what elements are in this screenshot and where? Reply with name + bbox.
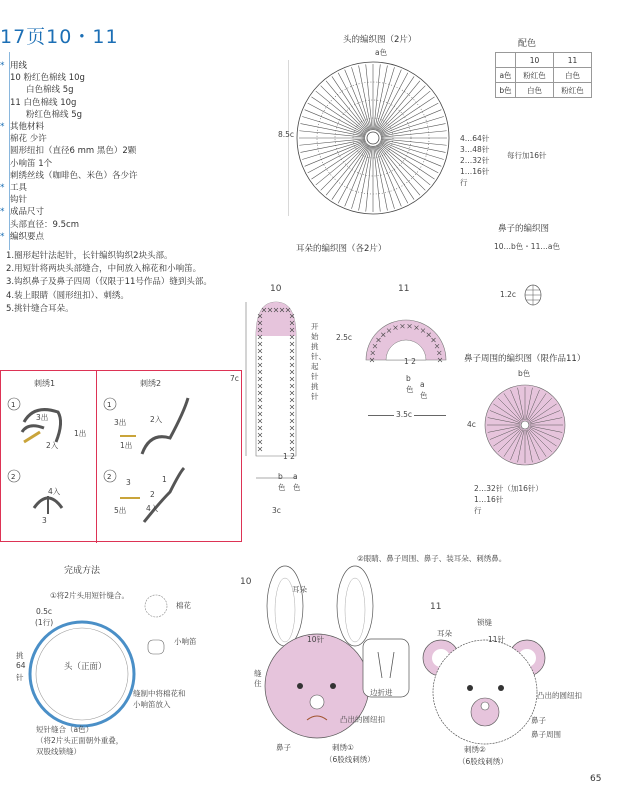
ear-10-width: 3c [272, 506, 281, 515]
snout-chart-size: 4c [467, 420, 476, 429]
materials-list [6, 60, 266, 243]
stitch-2-title: 刺绣2 [140, 379, 162, 388]
step-item: 1.圈形起针法起针，长针编织钩织2块头部。 [6, 251, 173, 261]
bear-emb: 刺绣② [464, 745, 486, 754]
stitch-label: 4入 [48, 487, 61, 496]
stitch-label: 1出 [120, 441, 133, 450]
ear-11-color-a: a [420, 380, 425, 389]
row-label: 4…64针 [460, 134, 490, 143]
bear-nose: 鼻子 [531, 716, 546, 725]
ear-11-label: 11 [398, 284, 410, 294]
ear-11-rows: 1 2 [404, 357, 416, 366]
table-cell: 11 [554, 53, 592, 68]
bear-st11: 11针 [488, 635, 506, 644]
table-cell: 白色 [554, 68, 592, 83]
other-item: 小响笛 1个 [10, 158, 53, 169]
table-cell [496, 53, 516, 68]
table-cell: 粉红色 [516, 68, 554, 83]
color-table-title: 配色 [518, 39, 537, 49]
bunny-sew1: 缝 [254, 669, 262, 678]
table-cell: a色 [496, 68, 516, 83]
nose-chart-size: 1.2c [500, 290, 517, 299]
table-row [496, 68, 592, 83]
head-chart-increase: 每行加16针 [507, 151, 547, 160]
table-cell: 10 [516, 53, 554, 68]
bunny-nose: 鼻子 [276, 743, 291, 752]
finish-pick3: 针 [16, 673, 24, 682]
other-item: 圆形纽扣（直径6 mm 黑色）2颗 [10, 146, 137, 157]
finish-title: 完成方法 [64, 566, 101, 576]
bunny-emb: 刺绣① [332, 743, 354, 752]
row-end-label: 行 [460, 178, 468, 187]
table-row [496, 83, 592, 98]
stitch-label: 3 [42, 516, 47, 525]
stitch-label: 2入 [46, 441, 59, 450]
color-table [495, 52, 592, 98]
snout-chart-color: b色 [518, 369, 531, 378]
nose-chart-colors: 10…b色・11…a色 [494, 242, 560, 251]
svg-text:1: 1 [107, 401, 112, 409]
snout-chart-rows [474, 483, 543, 516]
yarn-11-line2: 粉红色棉线 5g [26, 109, 83, 120]
row-end-label: 行 [474, 506, 482, 515]
ear-color-a: a [293, 472, 298, 481]
bear-ear: 耳朵 [437, 629, 452, 638]
table-cell: 白色 [516, 83, 554, 98]
finish-step2: ②眼睛、鼻子周围、鼻子、装耳朵、刺绣鼻。 [357, 554, 507, 563]
box-divider [96, 371, 97, 543]
ear-11-color-b2: 色 [406, 385, 414, 394]
row-label: 1…16针 [474, 495, 504, 504]
bunny-sew2: 住 [254, 679, 262, 688]
finish-head-front: 头（正面） [64, 662, 107, 672]
bear-snout: 鼻子周围 [531, 730, 561, 739]
stitch-1-title: 刺绣1 [34, 379, 56, 388]
bunny-fold: 边折进 [370, 688, 393, 697]
step-item: 2.用短针将两块头部缝合，中间放入棉花和小响笛。 [6, 264, 202, 275]
ear-10-diagram [240, 296, 310, 492]
size-heading: * 成品尺寸 [6, 206, 266, 218]
other-item: 棉花 少许 [10, 134, 47, 145]
finish-head-diagram [20, 614, 150, 734]
bunny-button: 凸出的圆纽扣 [340, 715, 385, 724]
ear-row-labels: 1 2 [283, 452, 295, 461]
bunny-emb2: （6股线刺绣） [325, 755, 375, 764]
finish-seam2: （将2片头正面朝外重叠， [36, 736, 124, 745]
ear-color-a2: 色 [293, 483, 301, 492]
steps-list [6, 250, 276, 316]
ear-side-note: 开始挑针、起针挑针 [311, 322, 326, 401]
ear-11-diagram [360, 300, 450, 380]
ear-11-width: 3.5c [396, 410, 413, 419]
ear-10-label: 10 [270, 284, 282, 294]
snout-chart-diagram [480, 380, 570, 470]
finish-chain: 0.5c [36, 607, 53, 616]
finish-note1: 缝制中将棉花和 [133, 689, 186, 698]
head-chart-title: 头的编织图（2片） [343, 35, 417, 45]
page-title: 17页10・11 [0, 26, 119, 48]
head-chart-diagram [288, 60, 458, 230]
bunny-ear: 耳朵 [292, 585, 307, 594]
size-item: 头部直径：9.5cm [10, 219, 79, 230]
finish-seam1: 短针缝合（a色） [36, 725, 94, 734]
row-label: 1…16针 [460, 167, 490, 176]
ear-11-color-b: b [406, 374, 411, 383]
bunny-label: 10 [240, 577, 252, 587]
stitch-label: 5出 [114, 506, 127, 515]
nose-chart-title: 鼻子的编织图 [498, 224, 550, 234]
points-heading: * 编织要点 [6, 231, 266, 243]
svg-text:1: 1 [11, 401, 16, 409]
ear-color-b2: 色 [278, 483, 286, 492]
bear-lock: 锁缝 [477, 618, 492, 627]
stitch-label: 1出 [74, 429, 87, 438]
stitch-label: 4入 [146, 504, 159, 513]
stitch-1-diagram [4, 392, 94, 532]
step-item: 5.挑针缝合耳朵。 [6, 303, 74, 314]
other-item: 刺绣丝线（咖啡色、米色）各少许 [10, 170, 138, 181]
table-cell: 粉红色 [554, 83, 592, 98]
row-label: 2…32针（加16针） [474, 484, 543, 493]
stitch-label: 1 [162, 475, 167, 484]
tool-heading: * 工具 [6, 182, 266, 194]
finish-whistle: 小响笛 [174, 637, 197, 646]
finish-chain2: (1行) [35, 618, 54, 627]
bear-button: 凸出的圆纽扣 [537, 691, 582, 700]
ear-chart-title: 耳朵的编织图（各2片） [296, 244, 387, 254]
head-chart-size: 8.5c [278, 130, 295, 139]
stitch-label: 3出 [36, 413, 49, 422]
step-item: 4.装上眼睛（圆形纽扣）、刺绣。 [6, 290, 129, 301]
finish-items-diagram [140, 590, 180, 670]
tool-item: 钩针 [10, 195, 28, 206]
ear-10-height: 7c [230, 374, 239, 383]
ear-color-b: b [278, 472, 283, 481]
yarn-10-line1: 10 粉红色棉线 10g [10, 73, 85, 84]
head-chart-rows [460, 133, 489, 188]
row-label: 3…48针 [460, 145, 490, 154]
finish-cotton: 棉花 [176, 601, 191, 610]
stitch-label: 2入 [150, 415, 163, 424]
bear-label: 11 [430, 602, 442, 612]
stitch-label: 3出 [114, 418, 127, 427]
yarn-10-line2: 白色棉线 5g [26, 85, 74, 96]
ear-11-color-a2: 色 [420, 391, 428, 400]
row-label: 2…32针 [460, 156, 490, 165]
nose-chart-diagram [520, 282, 546, 308]
stitch-label: 2 [150, 490, 155, 499]
yarn-heading: * 用线 [6, 60, 266, 72]
finish-step1: ①将2片头用短针缝合。 [50, 591, 129, 600]
step-item: 3.钩织鼻子及鼻子四周（仅限于11号作品）缝到头部。 [6, 277, 212, 288]
finish-pick2: 64 [16, 661, 26, 670]
table-row [496, 53, 592, 68]
finish-seam3: 双股线锁缝） [36, 747, 81, 756]
svg-text:2: 2 [11, 473, 16, 481]
bunny-st10: 10针 [307, 635, 325, 644]
svg-text:2: 2 [107, 473, 112, 481]
page-number: 65 [590, 774, 602, 784]
other-heading: * 其他材料 [6, 121, 266, 133]
ear-11-height: 2.5c [336, 333, 353, 342]
stitch-label: 3 [126, 478, 131, 487]
finish-note2: 小响笛放入 [133, 700, 171, 709]
table-cell: b色 [496, 83, 516, 98]
yarn-11-line1: 11 白色棉线 10g [10, 97, 77, 108]
snout-chart-title: 鼻子周围的编织图（限作品11） [464, 354, 586, 364]
head-chart-color: a色 [375, 48, 388, 57]
finish-pick: 挑 [16, 651, 24, 660]
bear-emb2: （6股线刺绣） [458, 757, 508, 766]
